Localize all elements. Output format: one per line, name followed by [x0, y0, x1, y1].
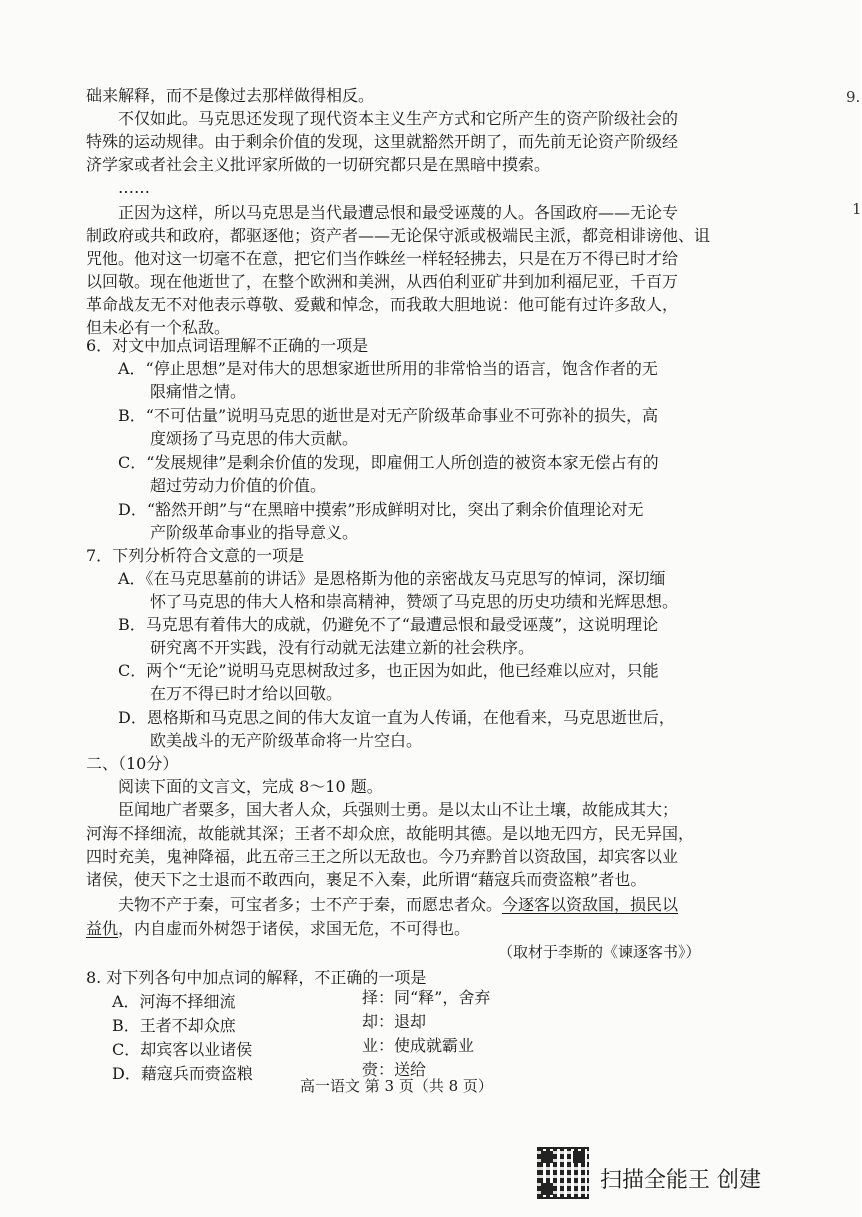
q8-option-d: D．藉寇兵而赍盗粮	[112, 1064, 253, 1083]
q8-option-a-gloss: 择：同“释”，舍弃	[362, 988, 491, 1007]
q6-option-b: B．“不可估量”说明马克思的逝世是对无产阶级革命事业不可弥补的损失，高	[118, 406, 659, 425]
underlined-sentence-end: 益仇	[86, 919, 119, 938]
q7-option-c: C．两个“无论”说明马克思树敌过多，也正因为如此，他已经难以应对，只能	[118, 661, 659, 680]
passage-line: 革命战友无不对他表示尊敬、爱戴和悼念，而我敢大胆地说：他可能有过许多敌人，	[86, 295, 679, 314]
source-citation: （取材于李斯的《谏逐客书》）	[498, 943, 701, 961]
q7-option-a-cont: 怀了马克思的伟大人格和崇高精神，赞颂了马克思的历史功绩和光辉思想。	[150, 592, 679, 611]
passage-line: 特殊的运动规律。由于剩余价值的发现，这里就豁然开朗了，而先前无论资产阶级经	[86, 132, 679, 151]
classical-passage-line: 臣闻地广者粟多，国大者人众，兵强则士勇。是以太山不让土壤，故能成其大；	[118, 800, 679, 819]
edge-mark-top: 9.	[846, 88, 861, 106]
classical-passage-line: 河海不择细流，故能就其深；王者不却众庶，故能明其德。是以地无四方，民无异国，	[86, 824, 695, 843]
ellipsis: ……	[118, 178, 150, 197]
q7-option-b-cont: 研究离不开实践，没有行动就无法建立新的社会秩序。	[150, 638, 535, 657]
classical-passage-line	[86, 918, 470, 940]
passage-line: 础来解释，而不是像过去那样做得相反。	[86, 86, 375, 105]
passage-line: 咒他。他对这一切毫不在意，把它们当作蛛丝一样轻轻拂去，只是在万不得已时才给	[86, 249, 679, 268]
passage-line: 不仅如此。马克思还发现了现代资本主义生产方式和它所产生的资产阶级社会的	[118, 109, 679, 128]
scanner-watermark: 扫描全能王 创建	[600, 1168, 761, 1193]
q8-option-b-gloss: 却：退却	[362, 1012, 427, 1031]
q6-option-c: C．“发展规律”是剩余价值的发现，即雇佣工人所创造的被资本家无偿占有的	[118, 453, 659, 472]
q7-option-d-cont: 欧美战斗的无产阶级革命将一片空白。	[150, 731, 423, 750]
passage-text: 夫物不产于秦，可宝者多；士不产于秦，而愿忠者众。	[118, 895, 503, 914]
qr-code-pattern	[537, 1147, 589, 1199]
passage-line: 济学家或者社会主义批评家所做的一切研究都只是在黑暗中摸索。	[86, 155, 551, 174]
q8-option-b: B．王者不却众庶	[112, 1016, 236, 1035]
q6-option-a-cont: 限痛惜之情。	[150, 382, 247, 401]
q6-option-a: A．“停止思想”是对伟大的思想家逝世所用的非常恰当的语言，饱含作者的无	[118, 359, 658, 378]
q7-option-d: D．恩格斯和马克思之间的伟大友谊一直为人传诵，在他看来，马克思逝世后，	[118, 708, 675, 727]
question-6-stem: 6．对文中加点词语理解不正确的一项是	[86, 336, 369, 355]
q7-option-a: A．《在马克思墓前的讲话》是恩格斯为他的亲密战友马克思写的悼词，深切缅	[118, 569, 666, 588]
section-2-title: 二、（10分）	[86, 754, 179, 773]
passage-line: 正因为这样，所以马克思是当代最遭忌恨和最受诬蔑的人。各国政府——无论专	[118, 203, 679, 222]
passage-line: 但未必有一个私敌。	[86, 318, 231, 337]
question-7-stem: 7．下列分析符合文意的一项是	[86, 546, 305, 565]
q8-option-a: A．河海不择细流	[112, 992, 236, 1011]
underlined-sentence: 今逐客以资敌国，损民以	[502, 895, 679, 914]
passage-line: 以回敬。现在他逝世了，在整个欧洲和美洲，从西伯利亚矿井到加利福尼亚，千百万	[86, 272, 679, 291]
passage-text: ，内自虚而外树怨于诸侯，求国无危，不可得也。	[118, 919, 471, 938]
q8-option-c: C．却宾客以业诸侯	[112, 1040, 253, 1059]
q7-option-c-cont: 在万不得已时才给以回敬。	[150, 684, 343, 703]
q6-option-b-cont: 度颂扬了马克思的伟大贡献。	[150, 429, 359, 448]
edge-mark-mid: 1	[852, 200, 862, 218]
classical-passage-line: 诸侯，使天下之士退而不敢西向，裹足不入秦，此所谓“藉寇兵而赍盗粮”者也。	[86, 870, 647, 889]
q7-option-b: B．马克思有着伟大的成就，仍避免不了“最遭忌恨和最受诬蔑”，这说明理论	[118, 615, 659, 634]
question-8-stem: 8. 对下列各句中加点词的解释，不正确的一项是	[86, 968, 427, 987]
section-2-intro: 阅读下面的文言文，完成 8～10 题。	[118, 777, 383, 796]
classical-passage-line	[118, 894, 678, 916]
page-footer: 高一语文 第 3 页（共 8 页）	[300, 1077, 493, 1095]
passage-line: 制政府或共和政府，都驱逐他；资产者——无论保守派或极端民主派，都竞相诽谤他、诅	[86, 226, 711, 245]
q8-option-d-gloss: 赍：送给	[362, 1060, 427, 1079]
q8-option-c-gloss: 业：使成就霸业	[362, 1036, 475, 1055]
q6-option-d-cont: 产阶级革命事业的指导意义。	[150, 523, 359, 542]
q6-option-c-cont: 超过劳动力价值的价值。	[150, 476, 327, 495]
q6-option-d: D．“豁然开朗”与“在黑暗中摸索”形成鲜明对比，突出了剩余价值理论对无	[118, 500, 644, 519]
classical-passage-line: 四时充美，鬼神降福，此五帝三王之所以无敌也。今乃弃黔首以资敌国，却宾客以业	[86, 847, 679, 866]
